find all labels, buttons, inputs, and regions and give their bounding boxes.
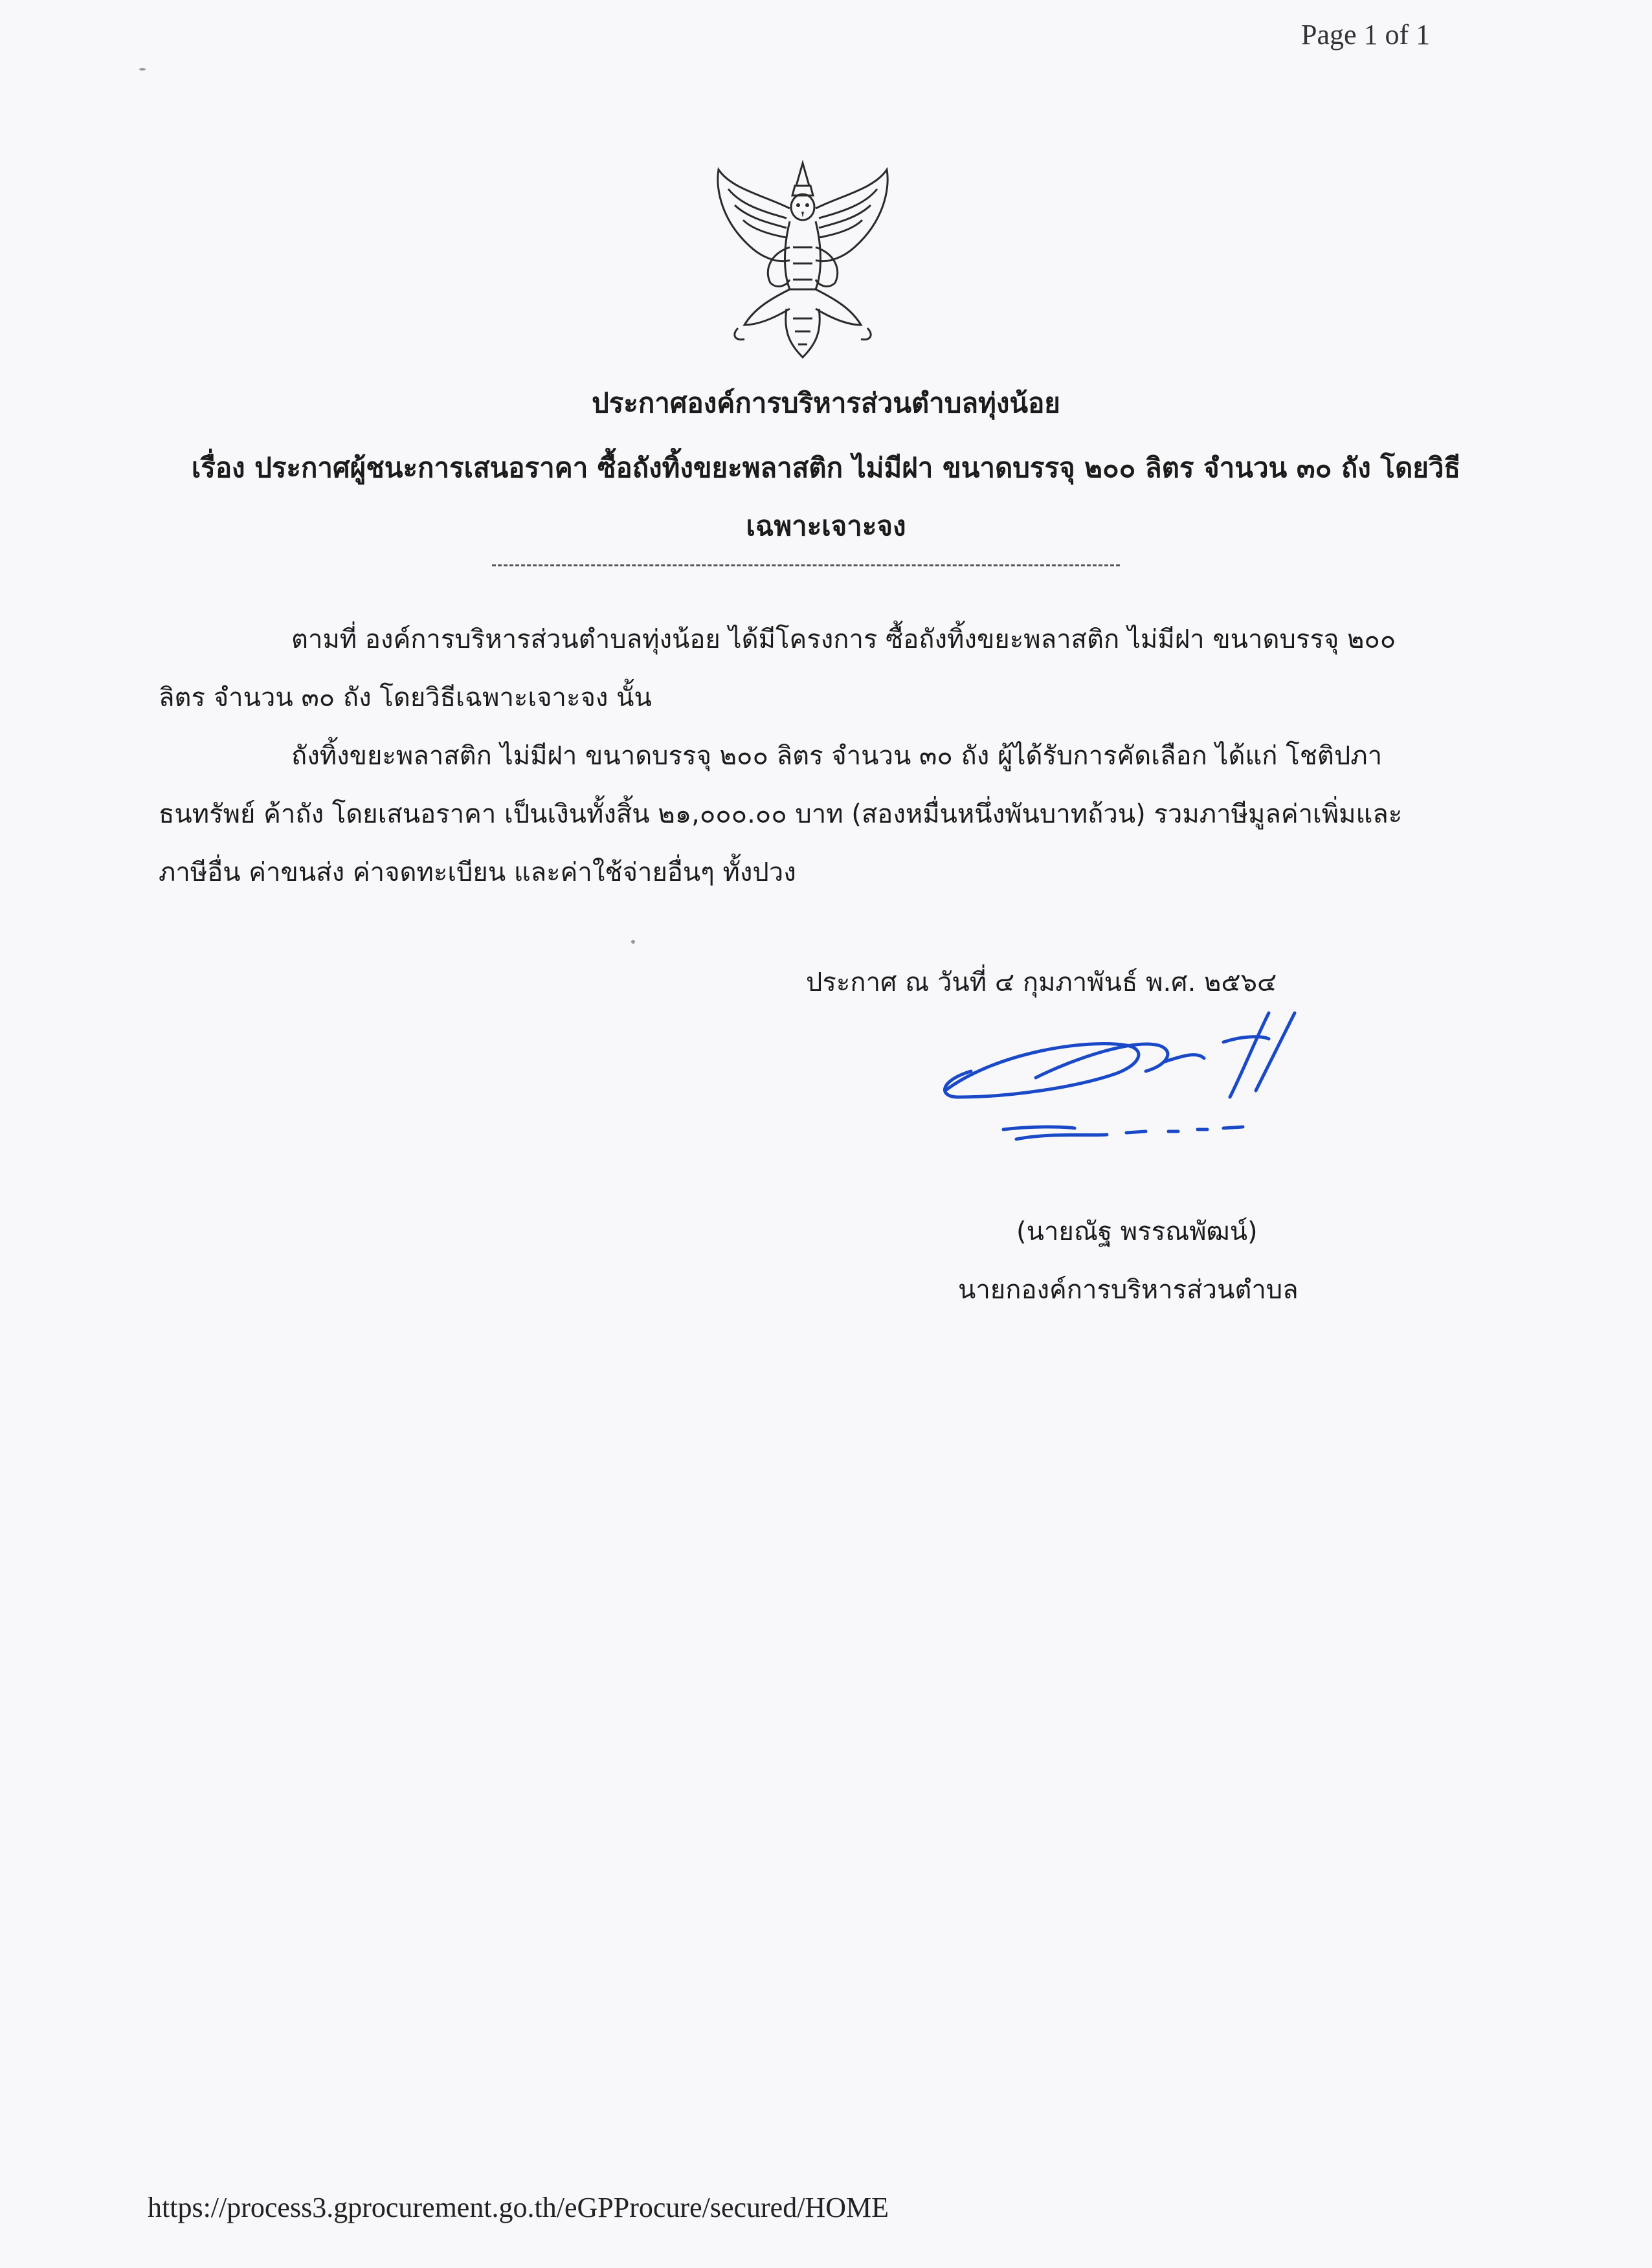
garuda-emblem-icon	[693, 150, 913, 370]
paragraph-2-line-1: ถังทิ้งขยะพลาสติก ไม่มีฝา ขนาดบรรจุ ๒๐๐ ลิตร จำนวน ๓๐ ถัง ผู้ได้รับการคัดเลือก ได้แก่ โชติปภา	[291, 741, 1383, 771]
paragraph-2-line-2: ธนทรัพย์ ค้าถัง โดยเสนอราคา เป็นเงินทั้งสิ้น ๒๑,๐๐๐.๐๐ บาท (สองหมื่นหนึ่งพันบาทถ้วน) รวมภาษีมูลค่าเพิ่มและ	[159, 799, 1403, 829]
paragraph-1-line-1: ตามที่ องค์การบริหารส่วนตำบลทุ่งน้อย ได้มีโครงการ ซื้อถังทิ้งขยะพลาสติก ไม่มีฝา ขนาดบรรจุ ๒๐๐	[291, 625, 1396, 654]
announcement-title: ประกาศองค์การบริหารส่วนตำบลทุ่งน้อย	[592, 387, 1060, 419]
subject-line-2: เฉพาะเจาะจง	[746, 510, 906, 542]
handwritten-signature-icon	[919, 1000, 1398, 1155]
divider-line	[492, 564, 1120, 566]
announcement-date: ประกาศ ณ วันที่ ๔ กุมภาพันธ์ พ.ศ. ๒๕๖๔	[806, 968, 1277, 997]
scan-speck	[631, 940, 635, 944]
subject-line-1: เรื่อง ประกาศผู้ชนะการเสนอราคา ซื้อถังทิ้งขยะพลาสติก ไม่มีฝา ขนาดบรรจุ ๒๐๐ ลิตร จำนวน ๓๐ ถัง โดยวิธี	[191, 452, 1461, 484]
footer-url: https://process3.gprocurement.go.th/eGPProcure/secured/HOME	[148, 2192, 889, 2223]
scan-speck	[139, 68, 146, 71]
page-number: Page 1 of 1	[1301, 19, 1431, 50]
signer-position: นายกองค์การบริหารส่วนตำบล	[958, 1275, 1299, 1305]
paragraph-1-line-2: ลิตร จำนวน ๓๐ ถัง โดยวิธีเฉพาะเจาะจง นั้น	[159, 683, 652, 713]
signer-name: (นายณัฐ พรรณพัฒน์)	[1016, 1217, 1258, 1247]
paragraph-2-line-3: ภาษีอื่น ค่าขนส่ง ค่าจดทะเบียน และค่าใช้จ่ายอื่นๆ ทั้งปวง	[159, 858, 796, 887]
